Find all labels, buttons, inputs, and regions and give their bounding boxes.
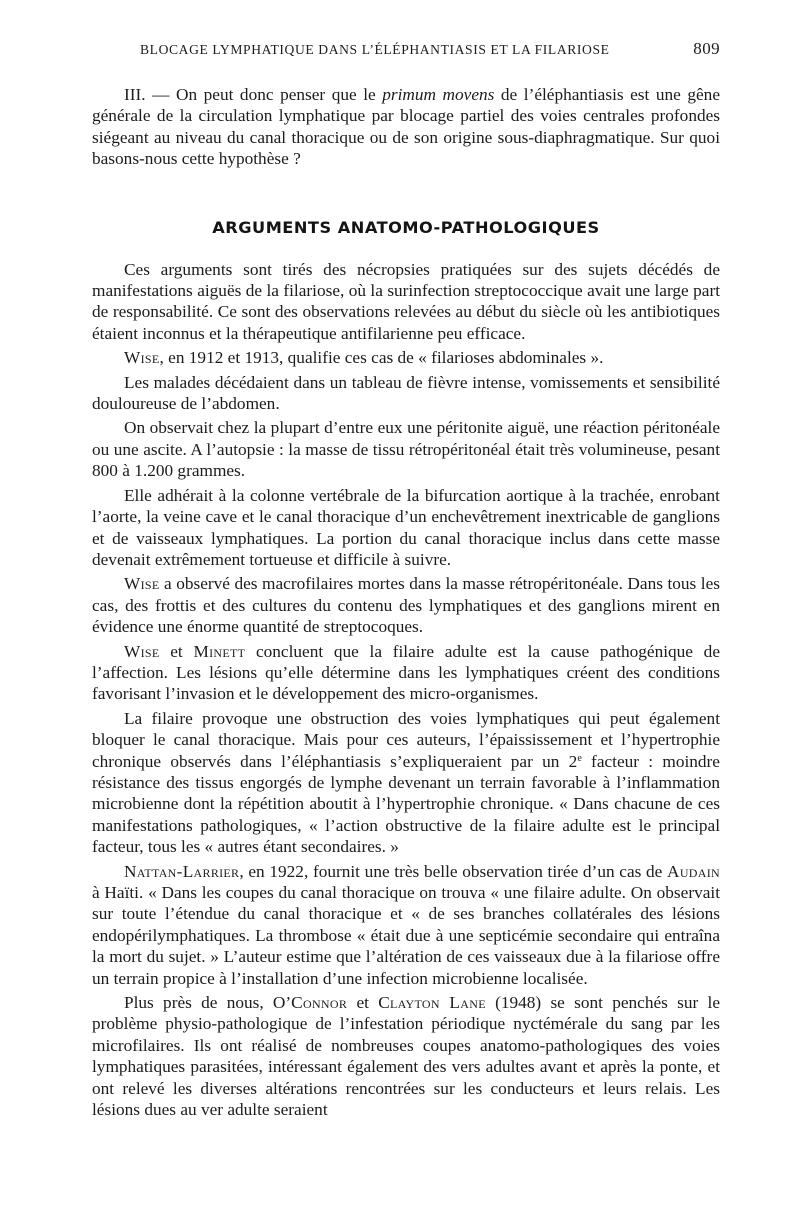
paragraph-5: Elle adhérait à la colonne vertébrale de la bifurcation aortique à la trachée, enrobant l’aorte, la veine cave et le canal thoracique d’un enchevêtrement inextricable de ganglions et de vaisseaux lymphatiques. La portion du canal thoracique inclus dans cette masse devenait extrêmement tortueuse et difficile à suivre. <box>92 485 720 569</box>
paragraph-2-text: , en 1912 et 1913, qualifie ces cas de « filarioses abdominales ». <box>159 348 604 368</box>
paragraph-10-text-b: (1948) se sont penchés sur le problème physio-pathologique de l’infestation périodique nyctémérale du sang par les microfilaires. Ils ont réalisé de nombreuses coupes anatomo-pathologiques des voies lymphatiques parasitées, intéressant également des vers adultes avant et après la ponte, et ont relevé les diverses altérations rencontrées sur les conducteurs et leurs relais. Les lésions dues au ver adulte seraient <box>92 993 720 1120</box>
paragraph-6 <box>92 573 720 637</box>
page-number: 809 <box>693 39 720 58</box>
paragraph-9 <box>92 861 720 989</box>
paragraph-7 <box>92 641 720 705</box>
body-text <box>92 84 720 1120</box>
author-name: Connor <box>291 993 348 1013</box>
intro-text-start: — On peut donc penser que le <box>145 85 383 104</box>
author-name: Nattan-Larrier <box>124 861 240 881</box>
paragraph-2 <box>92 347 720 368</box>
paragraph-9-text-a: , en 1922, fournit une très belle observation tirée d’un cas de <box>239 861 668 881</box>
author-name: Audain <box>667 861 720 881</box>
intro-text-rest: de l’éléphantiasis est une gêne générale de la circulation lymphatique par blocage partiel des voies centrales profondes siégeant au niveau du canal thoracique ou de son origine sous-diaphragmatique. Sur quoi basons-nous cette hypothèse ? <box>92 85 720 169</box>
author-name: Minett <box>193 641 246 661</box>
paragraph-10 <box>92 992 720 1120</box>
running-title: BLOCAGE LYMPHATIQUE DANS L’ÉLÉPHANTIASIS ET LA FILARIOSE <box>140 42 610 57</box>
latin-term: primum movens <box>382 85 495 104</box>
paragraph-6-text: a observé des macrofilaires mortes dans la masse rétropéritonéale. Dans tous les cas, des frottis et des cultures du contenu des lymphatiques et des ganglions mirent en évidence une énorme quantité de streptocoques. <box>92 574 720 637</box>
section-numeral: III. <box>124 85 146 104</box>
paragraph-8 <box>92 708 720 858</box>
section-heading: ARGUMENTS ANATOMO-PATHOLOGIQUES <box>212 217 600 237</box>
author-name: Wise <box>124 348 160 368</box>
ordinal-superscript: e <box>577 752 582 764</box>
author-name: Wise <box>124 574 160 594</box>
author-name: Wise <box>124 641 160 661</box>
paragraph-9-text-b: à Haïti. « Dans les coupes du canal thoracique on trouva « une filaire adulte. On observait sur toute l’étendue du canal thoracique et « de ses branches collatérales des lésions endopérilymphatiques. La thrombose « était due à une septicémie secondaire qui entraîna la mort du sujet. » L’auteur estime que l’altération de ces vaisseaux due à la filariose offre un terrain propice à l’installation d’une infection microbienne localisée. <box>92 883 720 988</box>
document-page <box>92 38 720 1120</box>
conjunction: et <box>347 993 379 1013</box>
intro-paragraph <box>92 84 720 170</box>
author-name: Clayton Lane <box>378 993 486 1013</box>
paragraph-3: Les malades décédaient dans un tableau de fièvre intense, vomissements et sensibilité douloureuse de l’abdomen. <box>92 372 720 414</box>
running-header <box>92 38 720 66</box>
conjunction: et <box>159 641 194 661</box>
paragraph-8-text-a: La filaire provoque une obstruction des voies lymphatiques qui peut également bloquer le canal thoracique. Mais pour ces auteurs, l’épaississement et l’hypertrophie chronique observés dans l’éléphantiasis s’expliqueraient par un 2 <box>92 708 720 771</box>
paragraph-4: On observait chez la plupart d’entre eux une péritonite aiguë, une réaction péritonéale ou une ascite. A l’autopsie : la masse de tissu rétropéritonéal était très volumineuse, pesant 800 à 1.200 grammes. <box>92 418 720 481</box>
paragraph-10-text-a: Plus près de nous, O’ <box>124 993 292 1013</box>
paragraph-1: Ces arguments sont tirés des nécropsies pratiquées sur des sujets décédés de manifestations aiguës de la filariose, où la surinfection streptococcique avait une large part de responsabilité. Ce sont des observations relevées au début du siècle où les antibiotiques étaient inconnus et la thérapeutique antifilarienne peu efficace. <box>92 259 720 343</box>
paragraph-8-text-b: facteur : moindre résistance des tissus engorgés de lymphe devenant un terrain favorable à l’inflammation microbienne dont la répétition aboutit à l’hypertrophie chronique. « Dans chacune de ces manifestations pathologiques, « l’action obstructive de la filaire adulte est le principal facteur, tous les « autres étant secondaires. » <box>92 751 720 857</box>
paragraph-7-text: concluent que la filaire adulte est la cause pathogénique de l’affection. Les lésions qu’elle détermine dans les lymphatiques créent des conditions favorisant l’invasion et le développement des micro-organismes. <box>92 641 720 704</box>
